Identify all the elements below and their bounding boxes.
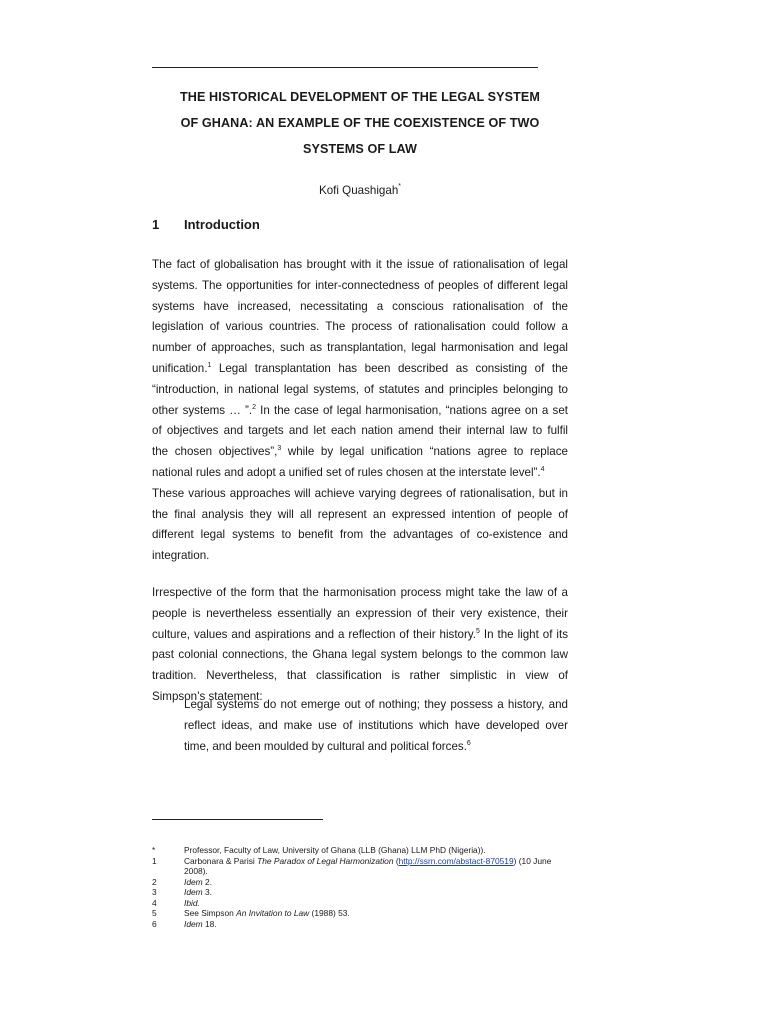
footnote-mark: 3 [152, 887, 157, 897]
footnote-mark: 1 [152, 855, 157, 866]
title-line-1: THE HISTORICAL DEVELOPMENT OF THE LEGAL SYSTEM [179, 90, 541, 104]
paragraph-line: Simpson’s statement: [152, 689, 263, 703]
paragraph-line: tradition. Nevertheless, that classification is rather simplistic in view of [152, 669, 568, 683]
title-line-3: SYSTEMS OF LAW [302, 142, 418, 156]
footnote-ref-6[interactable]: 6 [466, 739, 471, 747]
paper-title [152, 84, 568, 162]
text-span: unification. [152, 361, 208, 375]
paragraph-line [152, 463, 568, 484]
text-span: national rules and adopt a unified set of rules chosen at the interstate level”. [152, 465, 541, 479]
text-span: culture, values and aspirations and a reflection of their history. [152, 627, 477, 641]
paragraph-line: systems have increased, necessitating a conscious rationalisation of the [152, 299, 568, 313]
title-line-2: OF GHANA: AN EXAMPLE OF THE COEXISTENCE OF TWO [180, 116, 540, 130]
footnote-mark: * [152, 845, 156, 855]
paragraph-line: past colonial connections, the Ghana legal system belongs to the common law [152, 648, 568, 662]
footnote-text [184, 908, 568, 919]
footnote-italic: Idem [184, 876, 203, 887]
text-span: (1988) 53. [309, 908, 350, 918]
paragraph-line: number of approaches, such as transplantation, legal harmonisation and legal [152, 341, 568, 355]
text-span: In the light of its [479, 627, 568, 641]
footnote-3 [152, 887, 568, 898]
footnotes [152, 845, 568, 929]
paragraph-line [152, 442, 568, 463]
text-span: Carbonara & Parisi [184, 855, 258, 866]
footnote-6 [152, 919, 568, 930]
paragraph-line [152, 359, 568, 380]
footnote-ref-4[interactable]: 4 [540, 465, 545, 473]
paragraph-line: “introduction, in national legal systems, of statutes and principles belonging to [152, 382, 568, 396]
footnote-text [184, 898, 568, 909]
text-span: 3. [202, 887, 212, 897]
footnote-mark: 6 [152, 918, 157, 929]
footnote-ref-3[interactable]: 3 [277, 445, 282, 453]
quote-line [184, 737, 568, 758]
footnote-text [184, 877, 568, 888]
paragraph-line: Irrespective of the form that the harmonisation process might take the law of a [152, 586, 568, 599]
footnote-mark: 5 [152, 908, 157, 918]
text-span: Legal transplantation has been described as consisting of the [211, 361, 568, 375]
text-span: See Simpson [184, 908, 237, 918]
section-title: Introduction [184, 217, 260, 232]
footnote-italic: Ibid. [184, 897, 200, 908]
text-span: 18. [202, 918, 217, 929]
author-footnote-mark[interactable]: * [398, 183, 401, 190]
text-span: other systems … ”. [152, 403, 253, 417]
footnote-ref-5[interactable]: 5 [476, 627, 480, 635]
footnote-1 [152, 856, 568, 877]
footnote-text: Professor, Faculty of Law, University of Ghana (LLB (Ghana) LLM PhD (Nigeria)). [184, 845, 486, 855]
footnote-italic-title: An Invitation to Law [236, 908, 310, 918]
top-rule [152, 67, 538, 68]
footnote-4 [152, 898, 568, 909]
paragraph-line: people is nevertheless essentially an expression of their very existence, their [152, 606, 568, 620]
author-line [152, 180, 568, 198]
text-span: ( [393, 855, 399, 866]
footnote-ref-2[interactable]: 2 [252, 403, 257, 411]
section-heading [152, 217, 260, 233]
footnote-text [184, 919, 568, 930]
footnote-2 [152, 877, 568, 888]
text-span: while by legal unification “nations agree to replace [281, 445, 568, 459]
quote-line: reflect ideas, and make use of institutions which have developed over [184, 718, 568, 732]
footnote-text [184, 856, 568, 877]
paragraph-line: These various approaches will achieve varying degrees of rationalisation, but in [152, 486, 568, 500]
paragraph-line: The fact of globalisation has brought with it the issue of rationalisation of legal [152, 258, 568, 271]
paragraph-line [152, 401, 568, 422]
text-span: ) (10 June 2008). [184, 855, 552, 876]
footnote-separator [152, 819, 323, 820]
footnote-text [184, 887, 568, 898]
footnote-italic: Idem [184, 887, 203, 897]
quote-line: Legal systems do not emerge out of nothing; they possess a history, and [184, 698, 568, 711]
text-span: time, and been moulded by cultural and political forces. [184, 739, 467, 753]
text-span: 2. [202, 876, 212, 887]
block-quote [184, 695, 568, 757]
paragraph-line: integration. [152, 549, 210, 563]
section-number: 1 [152, 217, 160, 232]
text-span: In the case of legal harmonisation, “nations agree on a set [256, 403, 569, 417]
paragraph-line [152, 625, 568, 646]
footnote-ref-1[interactable]: 1 [207, 361, 212, 369]
footnote-italic-title: The Paradox of Legal Harmonization [257, 855, 394, 866]
paragraph-2 [152, 583, 568, 708]
footnote-italic: Idem [184, 918, 203, 929]
footnote-5 [152, 908, 568, 919]
author-name: Kofi Quashigah [318, 184, 399, 197]
paragraph-line: legislation of various countries. The process of rationalisation could follow a [152, 320, 568, 334]
footnote-mark: 4 [152, 897, 157, 908]
footnote-star [152, 845, 568, 856]
paragraph-line: different legal systems to benefit from the advantages of co-existence and [152, 528, 568, 542]
text-span: the chosen objectives”, [152, 445, 278, 459]
paragraph-1 [152, 255, 568, 567]
footnote-mark: 2 [152, 876, 157, 887]
paragraph-line: of objectives and targets and let each nation amend their internal law to fulfil [152, 424, 568, 438]
paragraph-line: systems. The opportunities for inter-connectedness of peoples of different legal [152, 278, 568, 292]
paragraph-line: the final analysis they will all represent an expressed intention of people of [152, 507, 568, 521]
ssrn-link[interactable]: http://ssrn.com/abstact-870519 [398, 855, 514, 866]
